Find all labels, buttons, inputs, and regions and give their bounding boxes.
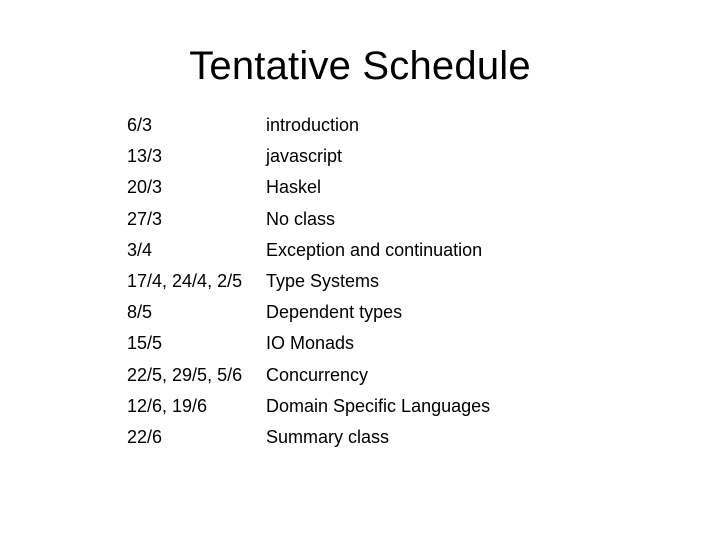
schedule-row (127, 172, 647, 203)
schedule-topic: javascript (266, 146, 343, 167)
slide-title: Tentative Schedule (189, 44, 531, 88)
schedule-topic: Dependent types (266, 302, 403, 323)
schedule-topic: Exception and continuation (266, 239, 483, 260)
schedule-topic: Domain Specific Languages (266, 395, 491, 416)
schedule-date: 3/4 (127, 239, 153, 260)
schedule-row (127, 297, 647, 328)
schedule-row (127, 360, 647, 391)
schedule-row (127, 422, 647, 453)
schedule-topic: Type Systems (266, 271, 380, 292)
schedule-topic: introduction (266, 115, 360, 136)
schedule-date: 15/5 (127, 333, 163, 354)
schedule-date: 27/3 (127, 208, 163, 229)
schedule-date: 22/5, 29/5, 5/6 (127, 364, 243, 385)
schedule-date: 17/4, 24/4, 2/5 (127, 271, 243, 292)
schedule-row (127, 110, 647, 141)
schedule-date: 13/3 (127, 146, 163, 167)
schedule-topic: Concurrency (266, 364, 369, 385)
schedule-row (127, 391, 647, 422)
schedule-date: 12/6, 19/6 (127, 395, 208, 416)
schedule-topic: No class (266, 208, 336, 229)
schedule-row (127, 266, 647, 297)
schedule-date: 22/6 (127, 426, 163, 447)
schedule-row (127, 204, 647, 235)
schedule-topic: IO Monads (266, 333, 355, 354)
schedule-topic: Haskel (266, 177, 322, 198)
schedule-date: 8/5 (127, 302, 153, 323)
schedule-table (127, 110, 647, 453)
schedule-date: 6/3 (127, 115, 153, 136)
schedule-date: 20/3 (127, 177, 163, 198)
schedule-row (127, 235, 647, 266)
schedule-row (127, 141, 647, 172)
schedule-topic: Summary class (266, 426, 390, 447)
schedule-row (127, 328, 647, 359)
